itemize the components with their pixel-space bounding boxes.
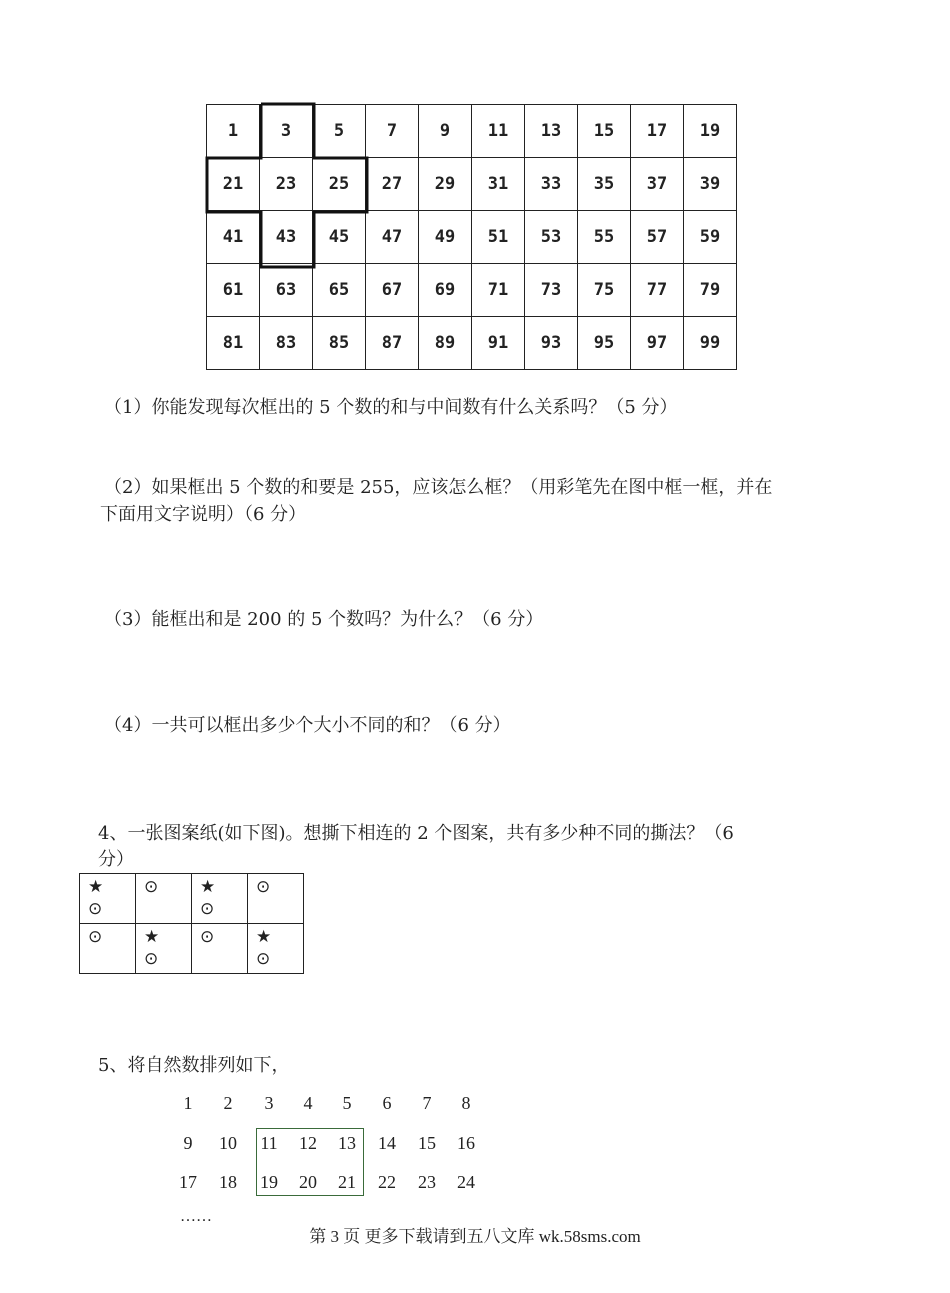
grid-cell: 81 — [207, 317, 260, 370]
grid-cell: 83 — [260, 317, 313, 370]
star-icon: ★ — [144, 927, 160, 947]
natural-number: 5 — [342, 1093, 352, 1113]
natural-number: 18 — [219, 1172, 237, 1192]
question-5: 5、将自然数排列如下， — [98, 1055, 290, 1076]
natural-number: 19 — [260, 1172, 278, 1192]
grid-cell: 99 — [684, 317, 737, 370]
grid-cell: 27 — [366, 158, 419, 211]
natural-number: 11 — [260, 1133, 278, 1153]
natural-number: 17 — [179, 1172, 197, 1192]
dot-circle-icon: ⊙ — [256, 949, 271, 969]
pattern-cell — [80, 874, 136, 924]
grid-cell: 95 — [578, 317, 631, 370]
grid-cell: 89 — [419, 317, 472, 370]
grid-cell: 35 — [578, 158, 631, 211]
dot-circle-icon: ⊙ — [144, 877, 159, 897]
pattern-cell — [136, 874, 192, 924]
odd-number-grid — [206, 104, 737, 370]
grid-cell: 39 — [684, 158, 737, 211]
grid-cell: 91 — [472, 317, 525, 370]
grid-cell: 65 — [313, 264, 366, 317]
natural-numbers-box — [256, 1128, 364, 1196]
grid-row — [207, 264, 737, 317]
grid-row — [207, 105, 737, 158]
natural-number: 9 — [183, 1133, 193, 1153]
grid-cell: 85 — [313, 317, 366, 370]
natural-number: 6 — [382, 1093, 392, 1113]
pattern-cell — [80, 924, 136, 974]
natural-number: 1 — [183, 1093, 193, 1113]
dot-circle-icon: ⊙ — [88, 927, 103, 947]
grid-cell: 31 — [472, 158, 525, 211]
natural-number: 12 — [299, 1133, 317, 1153]
page-footer: 第 3 页 更多下载请到五八文库 wk.58sms.com — [309, 1227, 641, 1246]
natural-number: 10 — [219, 1133, 237, 1153]
star-icon: ★ — [256, 927, 272, 947]
grid-cell: 45 — [313, 211, 366, 264]
grid-cell: 75 — [578, 264, 631, 317]
grid-cell: 3 — [260, 105, 313, 158]
grid-cell: 23 — [260, 158, 313, 211]
natural-number: 21 — [338, 1172, 356, 1192]
grid-row — [207, 211, 737, 264]
natural-number: 20 — [299, 1172, 317, 1192]
grid-cell: 61 — [207, 264, 260, 317]
pattern-cell — [192, 874, 248, 924]
pattern-cell — [192, 924, 248, 974]
grid-cell: 79 — [684, 264, 737, 317]
grid-cell: 71 — [472, 264, 525, 317]
grid-cell: 15 — [578, 105, 631, 158]
natural-number: 16 — [457, 1133, 475, 1153]
grid-cell: 9 — [419, 105, 472, 158]
grid-cell: 67 — [366, 264, 419, 317]
dot-circle-icon: ⊙ — [200, 899, 215, 919]
grid-cell: 13 — [525, 105, 578, 158]
grid-cell: 63 — [260, 264, 313, 317]
grid-cell: 57 — [631, 211, 684, 264]
grid-cell: 97 — [631, 317, 684, 370]
natural-number: 7 — [422, 1093, 432, 1113]
grid-row — [207, 158, 737, 211]
grid-cell: 1 — [207, 105, 260, 158]
natural-number: 2 — [223, 1093, 233, 1113]
dot-circle-icon: ⊙ — [200, 927, 215, 947]
grid-row — [207, 317, 737, 370]
natural-number: 14 — [378, 1133, 396, 1153]
question-3-1: （1）你能发现每次框出的 5 个数的和与中间数有什么关系吗？（5 分） — [104, 397, 678, 418]
grid-cell: 47 — [366, 211, 419, 264]
natural-number: 15 — [418, 1133, 436, 1153]
grid-cell: 73 — [525, 264, 578, 317]
grid-cell: 53 — [525, 211, 578, 264]
grid-cell: 17 — [631, 105, 684, 158]
pattern-cell — [248, 924, 304, 974]
grid-cell: 87 — [366, 317, 419, 370]
natural-number: 24 — [457, 1172, 475, 1192]
dot-circle-icon: ⊙ — [88, 899, 103, 919]
question-4-line2: 分） — [98, 849, 134, 870]
grid-cell: 69 — [419, 264, 472, 317]
question-4-line1: 4、一张图案纸(如下图)。想撕下相连的 2 个图案，共有多少种不同的撕法？（6 — [98, 823, 734, 844]
natural-number: 22 — [378, 1172, 396, 1192]
grid-cell: 41 — [207, 211, 260, 264]
grid-cell: 5 — [313, 105, 366, 158]
pattern-row — [80, 924, 304, 974]
question-3-3: （3）能框出和是 200 的 5 个数吗？为什么？（6 分） — [104, 609, 544, 630]
question-3-2-line2: 下面用文字说明）（6 分） — [100, 504, 307, 525]
grid-cell: 43 — [260, 211, 313, 264]
grid-cell: 37 — [631, 158, 684, 211]
natural-number: 23 — [418, 1172, 436, 1192]
question-3-4: （4）一共可以框出多少个大小不同的和？（6 分） — [104, 715, 511, 736]
natural-number: 4 — [303, 1093, 313, 1113]
pattern-paper-grid — [79, 873, 304, 974]
grid-cell: 77 — [631, 264, 684, 317]
grid-cell: 55 — [578, 211, 631, 264]
natural-numbers-ellipsis: …… — [180, 1208, 212, 1225]
grid-cell: 7 — [366, 105, 419, 158]
natural-number: 8 — [461, 1093, 471, 1113]
star-icon: ★ — [200, 877, 216, 897]
grid-cell: 11 — [472, 105, 525, 158]
grid-cell: 33 — [525, 158, 578, 211]
grid-cell: 29 — [419, 158, 472, 211]
grid-cell: 49 — [419, 211, 472, 264]
dot-circle-icon: ⊙ — [256, 877, 271, 897]
grid-cell: 25 — [313, 158, 366, 211]
grid-cell: 21 — [207, 158, 260, 211]
question-3-2-line1: （2）如果框出 5 个数的和要是 255，应该怎么框？（用彩笔先在图中框一框，并在 — [104, 477, 773, 498]
grid-cell: 93 — [525, 317, 578, 370]
pattern-row — [80, 874, 304, 924]
grid-cell: 59 — [684, 211, 737, 264]
grid-cell: 19 — [684, 105, 737, 158]
grid-cell: 51 — [472, 211, 525, 264]
natural-number: 13 — [338, 1133, 356, 1153]
pattern-cell — [248, 874, 304, 924]
star-icon: ★ — [88, 877, 104, 897]
natural-number: 3 — [264, 1093, 274, 1113]
dot-circle-icon: ⊙ — [144, 949, 159, 969]
pattern-cell — [136, 924, 192, 974]
